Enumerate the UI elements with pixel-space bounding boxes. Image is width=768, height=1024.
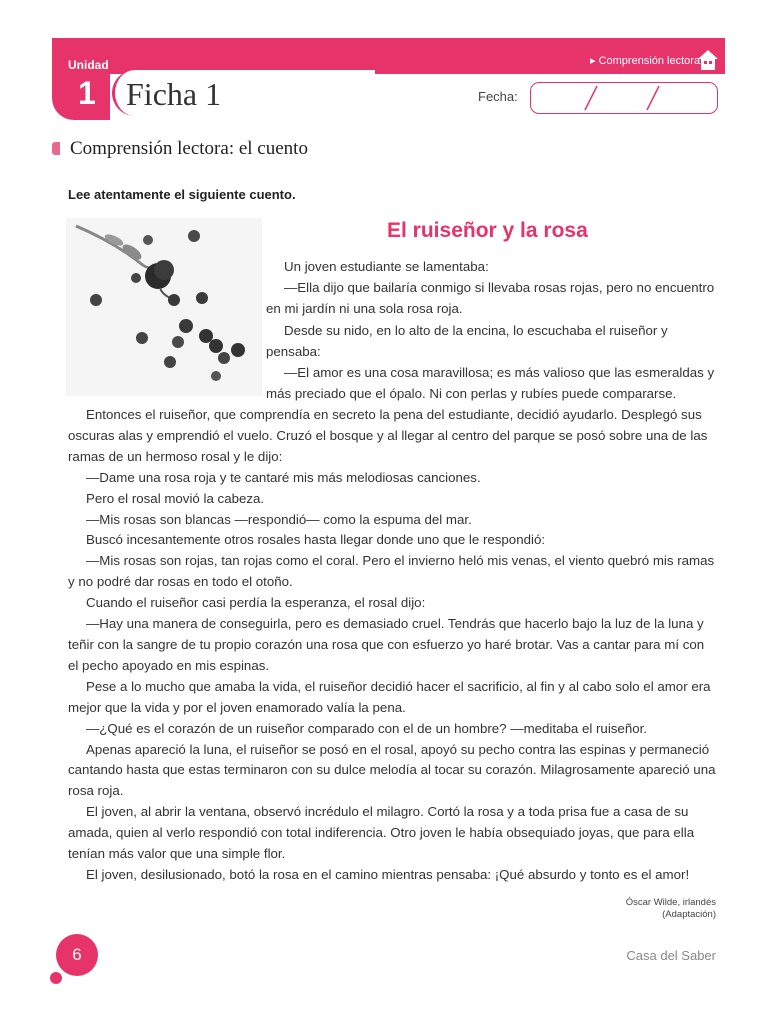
story-paragraph: —Ella dijo que bailaría conmigo si llevaba rosas rojas, pero no encuentro en mi jardín ni una sola rosa roja. [266, 280, 715, 317]
instruction: Lee atentamente el siguiente cuento. [68, 187, 296, 202]
story-paragraph: Apenas apareció la luna, el ruiseñor se posó en el rosal, apoyó su pecho contra las espinas y permaneció cantando hasta que estas terminaron con su dulce melodía al tocar su corazón. Milagrosamente apareció una rosa roja. [68, 741, 716, 799]
story-paragraph: —¿Qué es el corazón de un ruiseñor comparado con el de un hombre? —meditaba el ruiseñor. [86, 720, 648, 736]
author-credit [626, 897, 716, 921]
page-number: 6 [56, 934, 98, 976]
story-paragraph: Buscó incesantemente otros rosales hasta llegar donde uno que le respondió: [86, 532, 546, 548]
story-paragraph: Cuando el ruiseñor casi perdía la esperanza, el rosal dijo: [86, 595, 426, 611]
story-paragraph: —Mis rosas son blancas —respondió— como la espuma del mar. [86, 511, 472, 527]
ficha-title: Ficha 1 [126, 76, 222, 112]
story-paragraph: —Dame una rosa roja y te cantaré mis más melodiosas canciones. [86, 469, 481, 485]
section-marker [52, 142, 60, 155]
date-separators [531, 83, 717, 113]
unit-number: 1 [78, 75, 96, 111]
section-link[interactable]: ▸ Comprensión lectora [590, 55, 701, 67]
rose-with-hearts-image [66, 218, 262, 396]
fecha-field[interactable] [530, 82, 718, 114]
story-paragraph: —Hay una manera de conseguirla, pero es demasiado cruel. Tendrás que hacerlo bajo la luz de la luna y teñir con la sangre de tu propio corazón una rosa que con esfuerzo yo haré brotar. Vas a cantar para mí con el pecho apoyado en mis espinas. [68, 616, 705, 673]
story-paragraph: Pero el rosal movió la cabeza. [86, 490, 265, 506]
author-name: Óscar Wilde, irlandés [625, 897, 716, 908]
story-paragraph: —Mis rosas son rojas, tan rojas como el coral. Pero el invierno heló mis venas, el viento quebró mis ramas y no podré dar rosas en todo el otoño. [68, 553, 715, 590]
unit-label: Unidad [68, 58, 109, 72]
story-title: El ruiseñor y la rosa [387, 219, 588, 242]
page-dot [50, 972, 62, 984]
publisher-name: Casa del Saber [626, 948, 716, 963]
story-paragraph: Entonces el ruiseñor, que comprendía en secreto la pena del estudiante, decidió ayudarlo. Desplegó sus oscuras alas y emprendió el vuelo. Cruzó el bosque y al llegar al centro del parque se posó sobre una de las ramas de un hermoso rosal y le dijo: [68, 407, 708, 464]
adaptation-note: (Adaptación) [662, 909, 716, 920]
fecha-label: Fecha: [478, 89, 518, 104]
story-paragraph: —El amor es una cosa maravillosa; es más valioso que las esmeraldas y más preciado que el ópalo. Ni con perlas y rubíes puede compararse. [266, 365, 715, 402]
section-title: Comprensión lectora: el cuento [70, 138, 308, 159]
story-paragraph: Pese a lo mucho que amaba la vida, el ruiseñor decidió hacer el sacrificio, al fin y al cabo solo el amor era mejor que la vida y por el joven enamorado valía la pena. [68, 678, 711, 715]
story-paragraph: Desde su nido, en lo alto de la encina, lo escuchaba el ruiseñor y pensaba: [266, 322, 668, 359]
story-paragraph: Un joven estudiante se lamentaba: [284, 259, 489, 274]
story-paragraph: El joven, desilusionado, botó la rosa en el camino mientras pensaba: ¡Qué absurdo y tonto es el amor! [86, 866, 690, 882]
story-intro [266, 256, 716, 404]
story-body [68, 405, 718, 886]
story-paragraph: El joven, al abrir la ventana, observó incrédulo el milagro. Cortó la rosa y a toda prisa fue a casa de su amada, quien al verlo respondió con total indiferencia. Otro joven le había obsequiado joyas, que para ella tenían más valor que una simple flor. [68, 804, 695, 862]
home-icon[interactable] [696, 48, 720, 72]
